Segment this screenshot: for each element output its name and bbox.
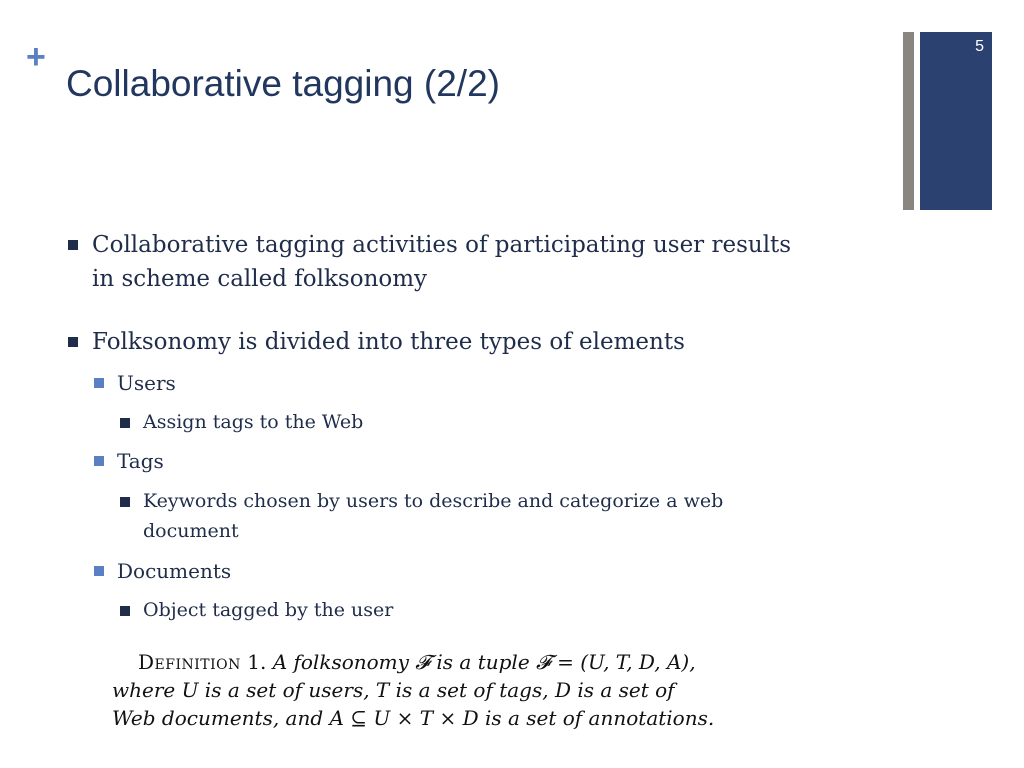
definition-text: A folksonomy 𝓕 is a tuple 𝓕 = (U, T, D, A), (272, 650, 696, 674)
definition-heading: Definition (138, 650, 241, 674)
bullet-text: Folksonomy is divided into three types of elements (92, 329, 685, 355)
definition-line (112, 648, 792, 676)
bullet-text: Tags (117, 449, 164, 473)
bullet-text: Keywords chosen by users to describe and categorize a web (143, 490, 724, 512)
definition-block (112, 648, 792, 732)
square-bullet-icon (120, 418, 130, 428)
bullet-text: Documents (117, 559, 232, 583)
square-bullet-icon (94, 378, 104, 388)
slide-number: 5 (975, 38, 984, 55)
square-bullet-icon (120, 606, 130, 616)
square-bullet-icon (94, 456, 104, 466)
definition-number: 1. (247, 650, 267, 674)
definition-line: where U is a set of users, T is a set of tags, D is a set of (112, 678, 675, 702)
bullet-text: Assign tags to the Web (143, 411, 364, 433)
definition-line: Web documents, and A ⊆ U × T × D is a set of annotations. (112, 706, 715, 730)
square-bullet-icon (120, 497, 130, 507)
square-bullet-icon (68, 240, 78, 250)
bullet-text: document (143, 520, 239, 542)
bullet-text: Object tagged by the user (143, 599, 394, 621)
accent-bar-blue (920, 32, 992, 210)
bullet-text: Users (117, 371, 176, 395)
accent-bar-gray (903, 32, 914, 210)
square-bullet-icon (94, 566, 104, 576)
bullet-text: Collaborative tagging activities of participating user results (92, 232, 792, 258)
slide-title: Collaborative tagging (2/2) (66, 63, 500, 104)
bullet-text: in scheme called folksonomy (92, 266, 428, 292)
plus-icon: + (26, 38, 46, 76)
square-bullet-icon (68, 337, 78, 347)
